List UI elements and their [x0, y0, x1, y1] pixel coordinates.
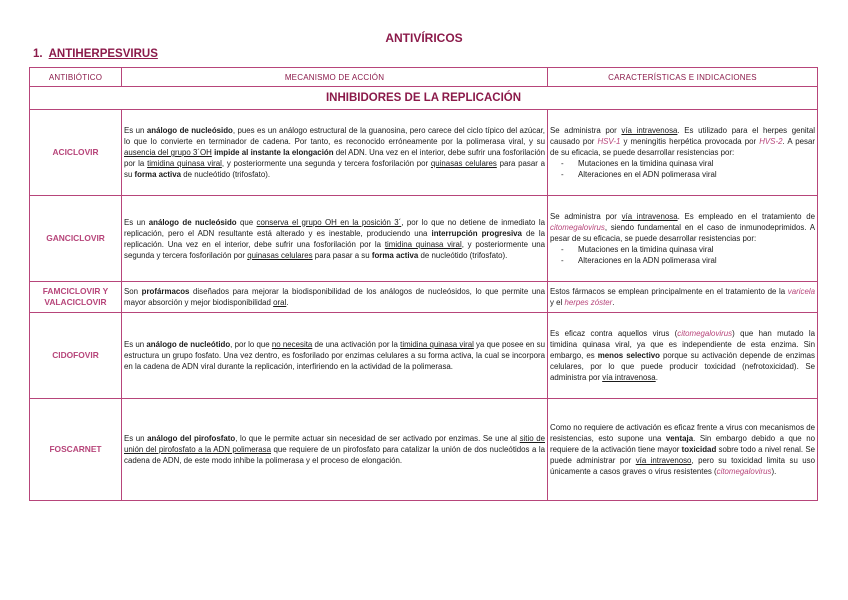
header-antibiotico: ANTIBIÓTICO: [30, 68, 122, 87]
header-caracteristicas: CARACTERÍSTICAS E INDICACIONES: [548, 68, 818, 87]
drug-name-famciclovir-valaciclovir: FAMCICLOVIR Y VALACICLOVIR: [30, 282, 122, 313]
table-row: [30, 399, 818, 501]
section-number: 1.: [33, 48, 43, 60]
drug-name-foscarnet: FOSCARNET: [30, 399, 122, 501]
header-mecanismo: MECANISMO DE ACCIÓN: [122, 68, 548, 87]
section-title: ANTIHERPESVIRUS: [48, 48, 158, 60]
table-row: [30, 110, 818, 196]
table-header-row: [30, 68, 818, 87]
list-item: - Alteraciones en el ADN polimerasa viral: [578, 169, 815, 180]
indications-foscarnet: Como no requiere de activación es eficaz frente a virus con mecanismos de resistencias, esto supone una ventaja. Sin embargo debido a que no requiere de la activación tiene mayor toxicidad sobre todo a nivel renal. Se puede administrar por vía intravenoso, pero su toxicidad limita su uso únicamente a casos graves o virus resistentes (citomegalovirus).: [548, 399, 818, 501]
list-item: - Mutaciones en la timidina quinasa viral: [578, 244, 815, 255]
resistance-list: [550, 244, 815, 266]
mechanism-foscarnet: Es un análogo del pirofosfato, lo que le permite actuar sin necesidad de ser activado por enzimas. Se une al sitio de unión del pirofosfato a la ADN polimerasa que requiere de un pirofosfato para catalizar la unión de dos nucleótidos a la cadena de ADN, de este modo inhibe la polimerasa y el proceso de elongación.: [122, 399, 548, 501]
section-heading: [33, 48, 158, 60]
group-title: INHIBIDORES DE LA REPLICACIÓN: [30, 87, 818, 110]
antiviral-table: [29, 67, 818, 501]
table-row: [30, 282, 818, 313]
mechanism-aciclovir: Es un análogo de nucleósido, pues es un análogo estructural de la guanosina, pero carece del ciclo típico del azúcar, lo que lo convierte en terminador de cadena. Por tanto, es reconocido erróneamente por la polimerasa viral, y su ausencia del grupo 3´OH impide al instante la elongación del ADN. Una vez en el interior, debe sufrir una fosforilación por la timidina quinasa viral, y posteriormente una segunda y tercera fosforilación por quinasas celulares para pasar a su forma activa de nucleótido (trifosfato).: [122, 110, 548, 196]
mechanism-ganciclovir: Es un análogo de nucleósido que conserva el grupo OH en la posición 3´, por lo que no detiene de inmediato la replicación, pero el ADN resultante está alterado y es inestable, produciendo una interrupción progresiva de la replicación. Una vez en el interior, debe sufrir una fosforilación por la timidina quinasa viral, y posteriormente una segunda y tercera fosforilación por quinasas celulares para pasar a su forma activa de nucleótido (trifosfato).: [122, 196, 548, 282]
document-title: ANTIVÍRICOS: [385, 31, 463, 45]
drug-name-cidofovir: CIDOFOVIR: [30, 313, 122, 399]
mechanism-cidofovir: Es un análogo de nucleótido, por lo que no necesita de una activación por la timidina quinasa viral ya que posee en su estructura un grupo fosfato. Una vez dentro, es fosforilado por enzimas celulares a su forma activa, la cual se incorpora en la cadena de ADN viral durante la replicación, interfiriendo en la actividad de la polimerasa.: [122, 313, 548, 399]
drug-name-aciclovir: ACICLOVIR: [30, 110, 122, 196]
indications-ganciclovir: Se administra por vía intravenosa. Es empleado en el tratamiento de citomegalovirus, siendo fundamental en el caso de inmunodeprimidos. A pesar de su eficacia, se puede desarrollar resistencias por: - Mutaciones en la timidina quinasa viral - Alteraciones en la ADN polimerasa viral: [548, 196, 818, 282]
indications-aciclovir: Se administra por vía intravenosa. Es utilizado para el herpes genital causado por HSV-1 y meningitis herpética provocada por HVS-2. A pesar de su eficacia, se puede desarrollar resistencias por: - Mutaciones en la timidina quinasa viral - Alteraciones en el ADN polimerasa viral: [548, 110, 818, 196]
list-item: - Mutaciones en la timidina quinasa viral: [578, 158, 815, 169]
mechanism-famciclovir: Son profármacos diseñados para mejorar la biodisponibilidad de los análogos de nucleósidos, lo que permite una mayor absorción y mejor biodisponibilidad oral.: [122, 282, 548, 313]
indications-famciclovir: Estos fármacos se emplean principalmente en el tratamiento de la varicela y el herpes zóster.: [548, 282, 818, 313]
resistance-list: [550, 158, 815, 180]
indications-cidofovir: Es eficaz contra aquellos virus (citomegalovirus) que han mutado la timidina quinasa viral, ya que es independiente de esta enzima. Sin embargo, es menos selectivo porque su activación depende de enzimas celulares, por lo que puede producir toxicidad (nefrotoxicidad). Se administra por vía intravenosa.: [548, 313, 818, 399]
group-row: [30, 87, 818, 110]
table-row: [30, 313, 818, 399]
list-item: - Alteraciones en la ADN polimerasa viral: [578, 255, 815, 266]
table-row: [30, 196, 818, 282]
drug-name-ganciclovir: GANCICLOVIR: [30, 196, 122, 282]
